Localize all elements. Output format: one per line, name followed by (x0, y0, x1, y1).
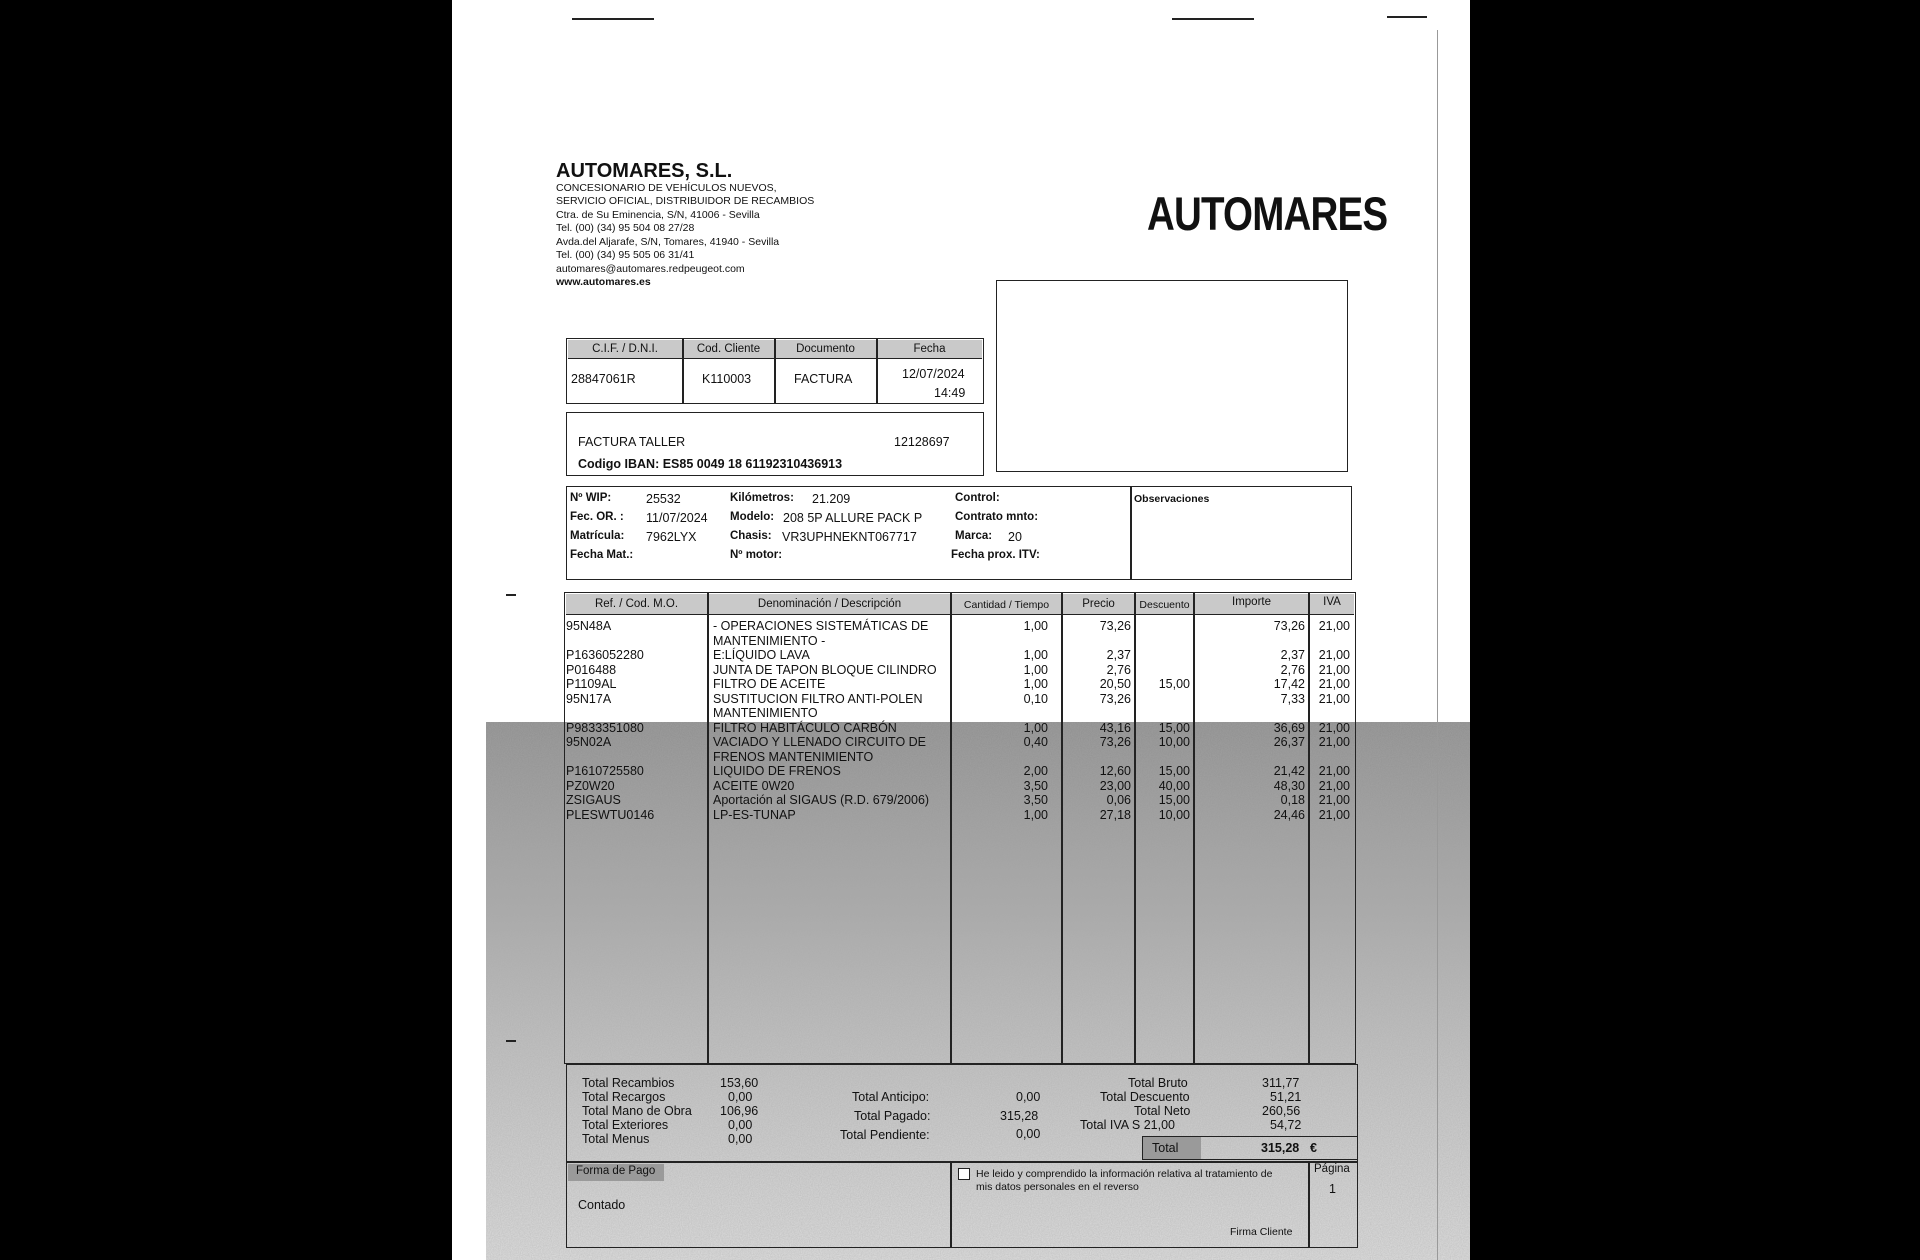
neto-label: Total Neto (1134, 1104, 1191, 1118)
marca-label: Marca: (955, 530, 993, 542)
documento-header: Documento (796, 343, 855, 355)
cell-desc: E:LÍQUIDO LAVA (713, 648, 810, 662)
cell-ref: P016488 (566, 662, 617, 677)
col-descuento: Descuento (1139, 599, 1190, 611)
divider (950, 1162, 952, 1248)
company-logo: AUTOMARES (1147, 187, 1388, 240)
cell-desc: LP-ES-TUNAP (713, 807, 796, 822)
exteriores-label: Total Exteriores (582, 1118, 669, 1132)
crop-mark (1172, 18, 1254, 20)
cell-cant: 1,00 (1023, 662, 1048, 677)
cell-desc: Aportación al SIGAUS (R.D. 679/2006) (713, 793, 930, 807)
cell-iva: 21,00 (1318, 793, 1350, 807)
matricula-value: 7962LYX (646, 530, 697, 544)
grand-total-value: 315,28 (1261, 1141, 1300, 1155)
hora-value: 14:49 (934, 386, 966, 400)
cell-desc: FILTRO HABITÁCULO CARBÓN (713, 720, 897, 735)
iva-total-label: Total IVA S 21,00 (1080, 1118, 1175, 1132)
cell-precio: 73,26 (1099, 735, 1131, 749)
cell-importe: 24,46 (1273, 807, 1305, 822)
exteriores-value: 0,00 (728, 1118, 753, 1132)
cell-cant: 3,50 (1023, 793, 1048, 807)
cliente-value: K110003 (702, 372, 752, 386)
cell-desc: LIQUIDO DE FRENOS (713, 764, 841, 778)
cell-iva: 21,00 (1318, 778, 1350, 793)
consent-checkbox[interactable] (958, 1168, 970, 1180)
fechamat-label: Fecha Mat.: (570, 549, 634, 561)
company-email: automares@automares.redpeugeot.com (556, 263, 745, 275)
recargos-label: Total Recargos (582, 1090, 666, 1104)
consent-text: He leido y comprendido la información relativa al tratamiento de (976, 1168, 1273, 1180)
modelo-label: Modelo: (730, 511, 775, 523)
cell-iva: 21,00 (1318, 764, 1350, 778)
documento-value: FACTURA (794, 372, 853, 386)
forma-pago-label: Forma de Pago (576, 1165, 656, 1177)
cell-cant: 1,00 (1023, 648, 1048, 662)
pagina-label: Página (1314, 1163, 1350, 1175)
iva-total-value: 54,72 (1270, 1118, 1302, 1132)
cell-iva: 21,00 (1318, 662, 1350, 677)
crop-mark (1387, 16, 1427, 18)
pendiente-label: Total Pendiente: (840, 1128, 930, 1142)
descuento-value: 51,21 (1270, 1090, 1302, 1104)
company-line: Tel. (00) (34) 95 504 08 27/28 (556, 222, 695, 234)
cell-ref: ZSIGAUS (566, 793, 621, 807)
cell-precio: 73,26 (1099, 619, 1131, 633)
col-precio: Precio (1082, 598, 1115, 610)
cell-importe: 48,30 (1273, 778, 1305, 793)
scan-edge (1437, 30, 1438, 1260)
cell-iva: 21,00 (1318, 619, 1350, 633)
cell-precio: 12,60 (1099, 764, 1131, 778)
matricula-label: Matrícula: (570, 530, 625, 542)
cell-precio: 73,26 (1099, 691, 1131, 706)
cell-dto: 15,00 (1158, 793, 1190, 807)
col-iva: IVA (1323, 596, 1341, 608)
bruto-label: Total Bruto (1128, 1076, 1188, 1090)
chasis-value: VR3UPHNEKNT067717 (782, 530, 917, 544)
wip-value: 25532 (646, 492, 681, 506)
cell-cant: 1,00 (1023, 807, 1048, 822)
cell-importe: 36,69 (1273, 720, 1305, 735)
pagado-label: Total Pagado: (854, 1109, 931, 1123)
cell-cant: 0,40 (1023, 735, 1048, 749)
descuento-label: Total Descuento (1100, 1090, 1190, 1104)
cell-iva: 21,00 (1318, 735, 1350, 749)
cell-cant: 3,50 (1023, 778, 1048, 793)
anticipo-label: Total Anticipo: (852, 1090, 930, 1104)
fecor-label: Fec. OR. : (570, 511, 624, 523)
km-value: 21.209 (812, 492, 851, 506)
contrato-label: Contrato mnto: (955, 511, 1039, 523)
cell-importe: 2,37 (1280, 648, 1305, 662)
side-mark (506, 594, 516, 596)
mano-obra-label: Total Mano de Obra (582, 1104, 692, 1118)
company-website: www.automares.es (556, 276, 651, 288)
side-mark (506, 1040, 516, 1042)
pendiente-value: 0,00 (1016, 1127, 1041, 1141)
cell-importe: 73,26 (1273, 619, 1305, 633)
cell-precio: 43,16 (1099, 720, 1131, 735)
company-line: Tel. (00) (34) 95 505 06 31/41 (556, 249, 695, 261)
cell-ref: P1636052280 (566, 648, 644, 662)
cell-importe: 2,76 (1280, 662, 1305, 677)
cell-dto: 10,00 (1158, 735, 1190, 749)
fecha-header: Fecha (913, 343, 946, 355)
cell-importe: 7,33 (1280, 691, 1305, 706)
invoice-page (452, 0, 1470, 1260)
crop-mark (572, 18, 654, 20)
cell-ref: P9833351080 (566, 720, 644, 735)
cell-cant: 2,00 (1023, 764, 1048, 778)
divider (1130, 486, 1132, 580)
cell-precio: 2,76 (1106, 662, 1131, 677)
cell-ref: P1610725580 (566, 764, 644, 778)
recipient-address-box (996, 280, 1348, 472)
observaciones-label: Observaciones (1134, 493, 1210, 505)
control-label: Control: (955, 492, 1000, 504)
cif-value: 28847061R (571, 372, 636, 386)
cell-dto: 15,00 (1158, 720, 1190, 735)
cell-importe: 26,37 (1273, 735, 1305, 749)
cell-ref: P1109AL (566, 677, 617, 691)
forma-pago-value: Contado (578, 1198, 626, 1212)
cell-precio: 27,18 (1099, 807, 1131, 822)
fecha-value: 12/07/2024 (902, 367, 965, 381)
cell-ref: PLESWTU0146 (566, 807, 655, 822)
mano-obra-value: 106,96 (720, 1104, 759, 1118)
company-line: Avda.del Aljarafe, S/N, Tomares, 41940 - Sevilla (556, 236, 780, 248)
cell-cant: 0,10 (1023, 691, 1048, 706)
pagina-value: 1 (1329, 1182, 1336, 1196)
cell-importe: 0,18 (1280, 793, 1305, 807)
cell-dto: 10,00 (1158, 807, 1190, 822)
cell-ref: 95N02A (566, 735, 612, 749)
cell-ref: PZ0W20 (566, 778, 615, 793)
motor-label: Nº motor: (730, 549, 783, 561)
modelo-value: 208 5P ALLURE PACK P (783, 511, 923, 525)
currency-symbol: € (1310, 1141, 1317, 1155)
menus-label: Total Menus (582, 1132, 650, 1146)
cell-dto: 40,00 (1158, 778, 1190, 793)
cell-precio: 0,06 (1106, 793, 1131, 807)
invoice-type: FACTURA TALLER (578, 435, 686, 449)
company-line: CONCESIONARIO DE VEHÍCULOS NUEVOS, (556, 182, 777, 194)
cell-desc: - OPERACIONES SISTEMÁTICAS DE (713, 619, 929, 633)
divider (1308, 1162, 1310, 1248)
cell-precio: 23,00 (1099, 778, 1131, 793)
cell-cant: 1,00 (1023, 619, 1048, 633)
chasis-label: Chasis: (730, 530, 772, 542)
iban: Codigo IBAN: ES85 0049 18 61192310436913 (578, 457, 843, 471)
neto-value: 260,56 (1262, 1104, 1301, 1118)
cell-desc: VACIADO Y LLENADO CIRCUITO DE (713, 735, 927, 749)
col-ref: Ref. / Cod. M.O. (594, 598, 679, 610)
wip-label: Nº WIP: (570, 492, 612, 504)
col-desc: Denominación / Descripción (757, 598, 902, 610)
km-label: Kilómetros: (730, 492, 794, 504)
cell-desc: MANTENIMIENTO (713, 706, 818, 720)
cell-iva: 21,00 (1318, 807, 1350, 822)
cell-cant: 1,00 (1023, 677, 1048, 691)
cell-dto: 15,00 (1158, 764, 1190, 778)
company-line: Ctra. de Su Eminencia, S/N, 41006 - Sevilla (556, 209, 760, 221)
anticipo-value: 0,00 (1016, 1090, 1041, 1104)
company-name: AUTOMARES, S.L. (556, 160, 733, 182)
cell-iva: 21,00 (1318, 648, 1350, 662)
cell-importe: 17,42 (1273, 677, 1305, 691)
cell-cant: 1,00 (1023, 720, 1048, 735)
grand-total-label: Total (1152, 1141, 1179, 1155)
consent-text: mis datos personales en el reverso (976, 1181, 1139, 1193)
cell-iva: 21,00 (1318, 691, 1350, 706)
recambios-value: 153,60 (720, 1076, 759, 1090)
col-cant: Cantidad / Tiempo (963, 599, 1050, 611)
firma-cliente-label: Firma Cliente (1230, 1226, 1293, 1238)
cell-precio: 20,50 (1099, 677, 1131, 691)
cell-importe: 21,42 (1273, 764, 1305, 778)
marca-value: 20 (1008, 530, 1022, 544)
cell-desc: FILTRO DE ACEITE (713, 677, 826, 691)
cell-precio: 2,37 (1106, 648, 1131, 662)
pagado-value: 315,28 (1000, 1109, 1039, 1123)
cell-desc: SUSTITUCION FILTRO ANTI-POLEN (713, 691, 923, 706)
cell-iva: 21,00 (1318, 720, 1350, 735)
divider (1134, 592, 1136, 1064)
cliente-header: Cod. Cliente (696, 343, 761, 355)
company-line: SERVICIO OFICIAL, DISTRIBUIDOR DE RECAMBIOS (556, 195, 815, 207)
cell-desc: MANTENIMIENTO - (713, 633, 826, 648)
invoice-number: 12128697 (894, 435, 950, 449)
col-importe: Importe (1232, 596, 1271, 608)
cell-desc: JUNTA DE TAPON BLOQUE CILINDRO (713, 662, 937, 677)
recargos-value: 0,00 (728, 1090, 753, 1104)
cell-iva: 21,00 (1318, 677, 1350, 691)
recambios-label: Total Recambios (582, 1076, 675, 1090)
menus-value: 0,00 (728, 1132, 753, 1146)
bruto-value: 311,77 (1262, 1076, 1300, 1090)
cell-desc: ACEITE 0W20 (713, 778, 795, 793)
cif-header: C.I.F. / D.N.I. (592, 343, 658, 355)
divider (707, 592, 709, 1064)
cell-dto: 15,00 (1158, 677, 1190, 691)
itv-label: Fecha prox. ITV: (951, 549, 1040, 561)
cell-ref: 95N48A (566, 619, 612, 633)
cell-desc: FRENOS MANTENIMIENTO (713, 749, 874, 764)
fecor-value: 11/07/2024 (646, 511, 708, 525)
cell-ref: 95N17A (566, 691, 612, 706)
